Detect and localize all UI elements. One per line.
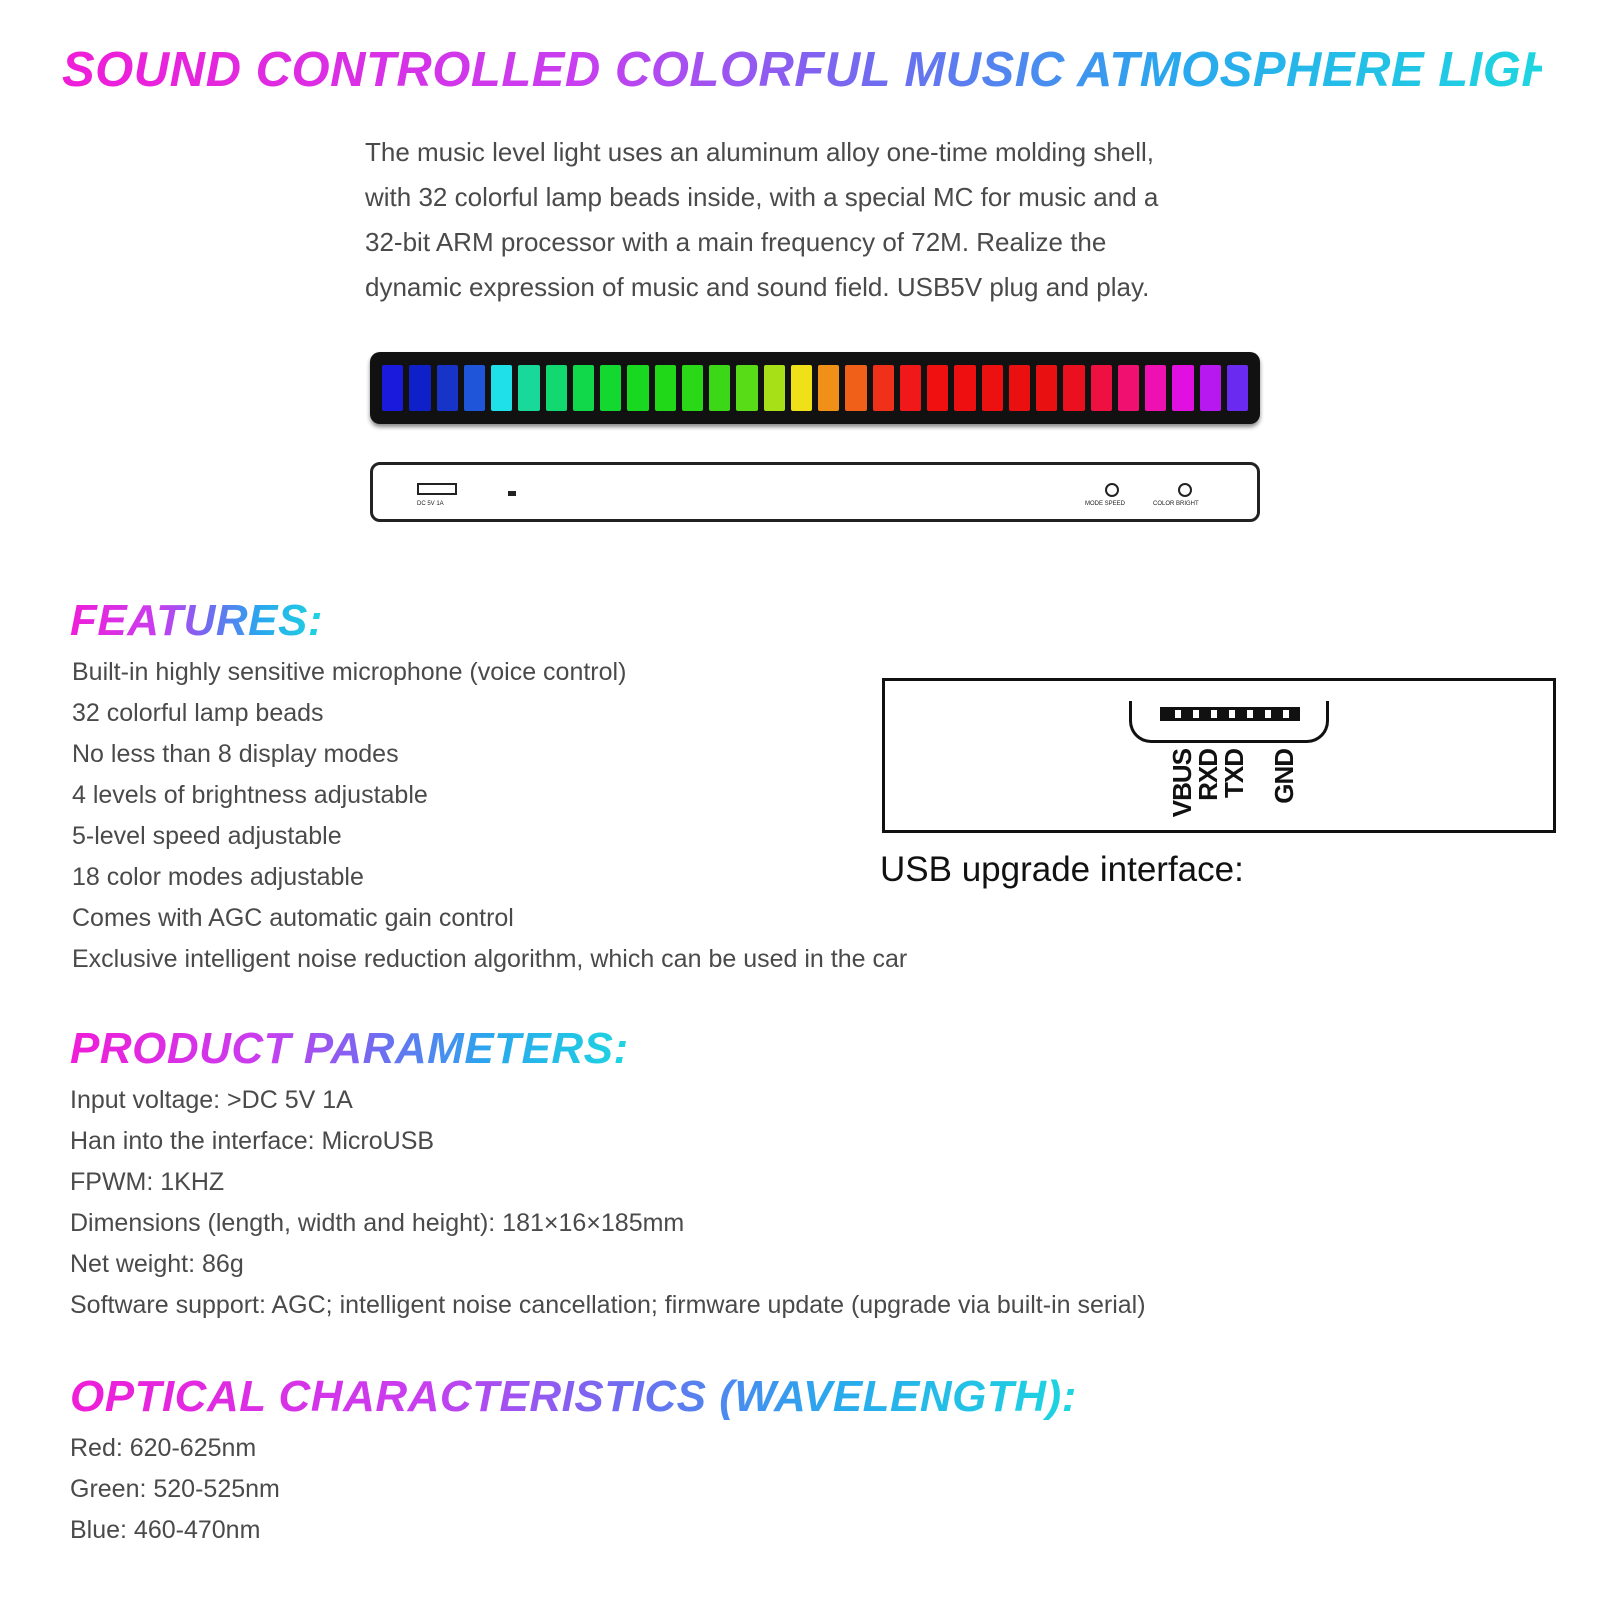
list-item: No less than 8 display modes	[72, 740, 399, 768]
intro-line: The music level light uses an aluminum alloy one-time molding shell,	[365, 137, 1155, 167]
intro-line: 32-bit ARM processor with a main frequency of 72M. Realize the	[365, 227, 1107, 257]
lamp-bead	[437, 365, 458, 411]
lamp-bead	[1009, 365, 1030, 411]
lamp-bead	[573, 365, 594, 411]
lamp-bead	[546, 365, 567, 411]
microphone-hole-icon	[508, 491, 516, 496]
list-item: Dimensions (length, width and height): 181×16×185mm	[70, 1209, 685, 1237]
lamp-bead	[1118, 365, 1139, 411]
micro-usb-port-icon	[1129, 701, 1329, 743]
port-label: DC 5V 1A	[417, 501, 444, 507]
color-button-label: COLOR BRIGHT	[1153, 501, 1199, 507]
lamp-bead	[736, 365, 757, 411]
parameters-list	[70, 1080, 1146, 1326]
intro-line: with 32 colorful lamp beads inside, with a special MC for music and a	[365, 182, 1159, 212]
pin-label: RXD	[1193, 749, 1223, 801]
lamp-bead	[518, 365, 539, 411]
lamp-bead	[1145, 365, 1166, 411]
list-item: 5-level speed adjustable	[72, 822, 342, 850]
list-item: 32 colorful lamp beads	[72, 699, 324, 727]
lamp-bead	[982, 365, 1003, 411]
lamp-bead	[818, 365, 839, 411]
list-item: Blue: 460-470nm	[70, 1516, 261, 1544]
lamp-bead	[409, 365, 430, 411]
lamp-bead	[600, 365, 621, 411]
list-item: Exclusive intelligent noise reduction algorithm, which can be used in the car	[72, 945, 908, 973]
lamp-bead	[1227, 365, 1248, 411]
pin-label: GND	[1269, 749, 1299, 804]
intro-line: dynamic expression of music and sound field. USB5V plug and play.	[365, 272, 1150, 302]
lamp-bead	[1036, 365, 1057, 411]
color-button-icon	[1178, 483, 1192, 497]
usb-interface-diagram	[882, 678, 1556, 833]
lamp-bead	[382, 365, 403, 411]
list-item: FPWM: 1KHZ	[70, 1168, 225, 1196]
pin-label: TXD	[1219, 749, 1249, 798]
usb-caption: USB upgrade interface:	[880, 850, 1244, 889]
list-item: Net weight: 86g	[70, 1250, 244, 1278]
lamp-bead	[791, 365, 812, 411]
light-bar-back-panel	[370, 462, 1260, 522]
list-item: 18 color modes adjustable	[72, 863, 364, 891]
lamp-bead	[491, 365, 512, 411]
list-item: Han into the interface: MicroUSB	[70, 1127, 435, 1155]
optical-heading: OPTICAL CHARACTERISTICS (WAVELENGTH):	[70, 1372, 1077, 1421]
list-item: Red: 620-625nm	[70, 1434, 257, 1462]
list-item: Comes with AGC automatic gain control	[72, 904, 514, 932]
features-list	[72, 652, 907, 980]
features-heading: FEATURES:	[70, 596, 324, 645]
lamp-bead	[464, 365, 485, 411]
dc-port-icon	[417, 483, 457, 495]
list-item: Software support: AGC; intelligent noise cancellation; firmware update (upgrade via built-in serial)	[70, 1291, 1146, 1319]
page-title: SOUND CONTROLLED COLORFUL MUSIC ATMOSPHERE LIGHT	[62, 43, 1588, 97]
pin-label: VBUS	[1167, 749, 1197, 818]
lamp-bead	[1172, 365, 1193, 411]
intro-paragraph	[365, 130, 1265, 310]
lamp-bead	[1200, 365, 1221, 411]
mode-button-label: MODE SPEED	[1085, 501, 1126, 507]
lamp-bead	[709, 365, 730, 411]
lamp-bead	[682, 365, 703, 411]
light-bar-front	[370, 352, 1260, 424]
lamp-bead	[954, 365, 975, 411]
parameters-heading: PRODUCT PARAMETERS:	[70, 1024, 629, 1073]
lamp-bead	[627, 365, 648, 411]
optical-list	[70, 1428, 280, 1551]
list-item: 4 levels of brightness adjustable	[72, 781, 428, 809]
lamp-bead	[900, 365, 921, 411]
lamp-bead	[764, 365, 785, 411]
lamp-bead	[927, 365, 948, 411]
lamp-bead	[845, 365, 866, 411]
lamp-bead	[873, 365, 894, 411]
lamp-bead	[1063, 365, 1084, 411]
list-item: Green: 520-525nm	[70, 1475, 280, 1503]
lamp-bead	[1091, 365, 1112, 411]
list-item: Built-in highly sensitive microphone (voice control)	[72, 658, 627, 686]
list-item: Input voltage: >DC 5V 1A	[70, 1086, 353, 1114]
lamp-bead	[655, 365, 676, 411]
mode-button-icon	[1105, 483, 1119, 497]
